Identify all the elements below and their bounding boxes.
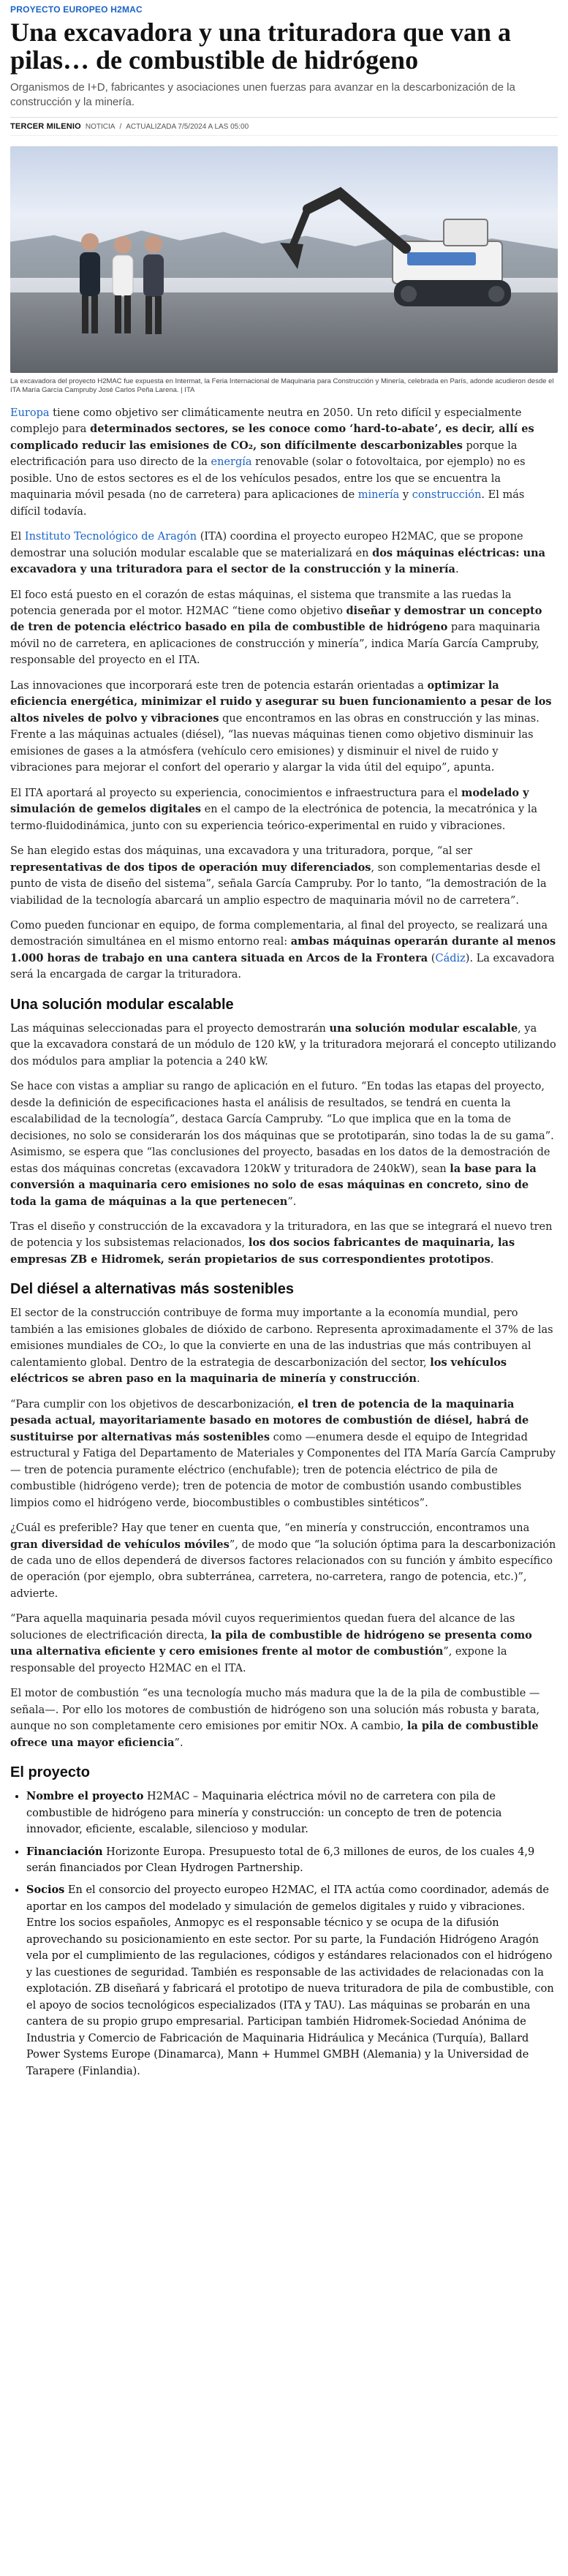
paragraph-9: Se hace con vistas a ampliar su rango de aplicación en el futuro. “En todas las etapas del proyecto, desde la definición de especificaciones hasta el análisis de resultados, se tendrá en cuenta la escalabilidad de la tecnología”, destaca García Campruby. “Lo que implica que en la toma de decisiones, no solo se considerarán los dos máquinas que se prototiparán, sino todas la de su gama”. Asimismo, se espera que “las conclusiones del proyecto, basadas en los datos de la demostración de estas dos máquinas concretas (excavadora 120kW y trituradora de 240kW), sean la base para la conversión a maquinaria cero emisiones no solo de esas máquinas en concreto, sino de toda la gama de máquinas a la que pertenecen”. [10, 1081, 554, 1208]
meta-separator: / [119, 122, 122, 131]
paragraph-1: Europa tiene como objetivo ser climáticamente neutra en 2050. Un reto difícil y especialmente complejo para determinados sectores, se les conoce como ‘hard-to-abate’, es decir, allí es complicado reducir las emisiones de CO₂, son difícilmente descarbonizables porque la electrificación para uso directo de la energía renovable (solar o fotovoltaica, por ejemplo) no es posible. Uno de estos sectores es el de los vehículos pesados, entre los que se encuentra la maquinaria móvil pesada (no de carretera) para aplicaciones de minería y construcción. El más difícil todavía. [10, 407, 534, 518]
link-europa[interactable]: Europa [10, 407, 50, 419]
list-item [26, 1882, 558, 2080]
link-ita[interactable]: Instituto Tecnológico de Aragón [24, 531, 197, 543]
paragraph-6: Se han elegido estas dos máquinas, una excavadora y una trituradora, porque, “al ser representativas de dos tipos de operación muy diferenciados, son complementarias desde el punto de vista de diseño del sistema”, señala García Campruby. Por lo tanto, “la demostración de la viabilidad de la tecnología abarcará un amplio espectro de maquinaria móvil no de carretera”. [10, 845, 547, 907]
project-facts-list [10, 1789, 558, 2080]
excavator-illustration [268, 167, 531, 328]
brand-logo[interactable]: TERCER MILENIO [10, 122, 81, 132]
paragraph-13: ¿Cuál es preferible? Hay que tener en cuenta que, “en minería y construcción, encontramos una gran diversidad de vehículos móviles”, de modo que “la solución óptima para la descarbonización de cada uno de ellos dependerá de diversos factores relacionados con su función y ámbito específico de operación (por ejemplo, obra subterránea, carretera, no-carretera, rango de potencia, etc.)”, advierte. [10, 1522, 556, 1600]
hero-photo [10, 146, 558, 373]
hero-caption: La excavadora del proyecto H2MAC fue expuesta en Intermat, la Feria Internacional de Maquinaria para Construcción y Minería, celebrada en París, adonde acudieron desde el ITA María García Campruby José Carlos Peña Larena. | ITA [10, 377, 554, 394]
article-meta [10, 117, 558, 136]
article-subtitle: Organismos de I+D, fabricantes y asociaciones unen fuerzas para avanzar en la descarbonización de la construcción y la minería. [10, 80, 515, 108]
paragraph-14: “Para aquella maquinaria pesada móvil cuyos requerimientos quedan fuera del alcance de las soluciones de electrificación directa, la pila de combustible de hidrógeno se presenta como una alternativa eficiente y cero emisiones frente al motor de combustión”, expone la responsable del proyecto H2MAC en el ITA. [10, 1613, 532, 1674]
paragraph-10: Tras el diseño y construcción de la excavadora y la trituradora, en las que se integrará el nuevo tren de potencia y los subsistemas relacionados, los dos socios fabricantes de maquinaria, las empresas ZB e Hidromek, serán propietarios de sus correspondientes prototipos. [10, 1221, 553, 1266]
paragraph-11: El sector de la construcción contribuye de forma muy importante a la economía mundial, pero también a las emisiones globales de dióxido de carbono. Representa aproximadamente el 37% de las emisiones mundiales de CO₂, lo que la convierte en una de las industrias que más contribuyen al calentamiento global. Dentro de la estrategia de descarbonización del sector, los vehículos eléctricos se abren paso en la maquinaria de minería y construcción. [10, 1307, 553, 1386]
paragraph-12: “Para cumplir con los objetivos de descarbonización, el tren de potencia de la maquinaria pesada actual, mayoritariamente basado en motores de combustión de diésel, habrá de sustituirse por alternativas más sostenibles como —enumera desde el equipo de Integridad estructural y Fatiga del Departamento de Materiales y Componentes del ITA María García Campruby— tren de potencia puramente eléctrico (enchufable); tren de potencia eléctrico de pila de combustible (hidrógeno verde); tren de potencia de motor de combustión usando combustibles limpios como el hidrógeno verde, biocombustibles o combustibles sintéticos”. [10, 1397, 556, 1509]
heading-project: El proyecto [10, 1764, 90, 1781]
heading-modular: Una solución modular escalable [10, 996, 234, 1013]
article-kicker[interactable]: PROYECTO EUROPEO H2MAC [10, 4, 143, 15]
list-item-text: En el consorcio del proyecto europeo H2MAC, el ITA actúa como coordinador, además de aportar en los campos del modelado y simulación de gemelos digitales y ruido y vibraciones. Entre los socios españoles, Anmopyc es el responsable técnico y se ocupa de la difusión aprovechando su posicionamiento en este sector. Por su parte, la Fundación Hidrógeno Aragón vela por el cumplimiento de las regulaciones, códigos y estándares relacionados con el hidrógeno y las cuestiones de seguridad. También es responsable de las actividades de relacionadas con la explotación. ZB diseñará y fabricará el prototipo de nueva trituradora de pila de combustible, con el apoyo de socios tecnológicos especializados (ITA y TAU). Las máquinas se probarán en una cantera de su propio grupo empresarial. Participan también Hidromek-Sociedad Anónima de Industria y Comercio de Fabricación de Maquinaria Hidráulica y Mecánica (Turquía), Ballard Power Systems Europe (Dinamarca), Mann + Hummel GMBH (Alemania) y la Universidad de Tarapere (Finlandia). [26, 1884, 554, 2077]
link-mineria[interactable]: minería [357, 489, 400, 502]
people-illustration [57, 223, 181, 344]
list-item [26, 1844, 558, 1877]
list-item [26, 1789, 558, 1837]
list-item-label: Financiación [26, 1845, 103, 1858]
list-item-text: H2MAC – Maquinaria eléctrica móvil no de carretera con pila de combustible de hidrógeno para minería y construcción: un concepto de tren de potencia innovador, eficiente, escalable, silencioso y modular. [26, 1791, 502, 1836]
list-item-text: Horizonte Europa. Presupuesto total de 6,3 millones de euros, de los cuales 4,9 serán financiados por Clean Hydrogen Partnership. [26, 1846, 535, 1874]
link-construccion[interactable]: construcción [412, 489, 482, 502]
list-item-label: Nombre el proyecto [26, 1790, 144, 1803]
paragraph-4: Las innovaciones que incorporará este tren de potencia estarán orientadas a optimizar la eficiencia energética, minimizar el ruido y asegurar su buen funcionamiento a pesar de los altos niveles de polvo y vibraciones que encontramos en las obras en construcción y las minas. Frente a las máquinas actuales (diésel), “las nuevas máquinas tienen como objetivo disminuir las emisiones de gases a la atmósfera (vehículo cero emisiones) y disminuir el nivel de ruido y vibraciones para mejorar el confort del operario y alargar la vida útil del equipo”, apunta. [10, 679, 552, 774]
link-cadiz[interactable]: Cádiz [435, 952, 466, 964]
paragraph-3: El foco está puesto en el corazón de estas máquinas, el sistema que transmite a las ruedas la potencia generada por el motor. H2MAC “tiene como objetivo diseñar y demostrar un concepto de tren de potencia eléctrico basado en pila de combustible de hidrógeno para maquinaria móvil no de carretera, en aplicaciones de construcción y minería”, indica María García Campruby, responsable del proyecto en el ITA. [10, 589, 542, 667]
meta-section: NOTICIA [85, 122, 116, 131]
link-energia[interactable]: energía [211, 456, 252, 469]
article-title: Una excavadora y una trituradora que van a pilas… de combustible de hidrógeno [10, 18, 512, 75]
paragraph-15: El motor de combustión “es una tecnología mucho más madura que la de la pila de combustible —señala—. Por ello los motores de combustión de hidrógeno son una solución más robusta y barata, aunque no son completamente cero emisiones por emitir NOx. A cambio, la pila de combustible ofrece una mayor eficiencia”. [10, 1688, 540, 1749]
meta-updated: ACTUALIZADA 7/5/2024 A LAS 05:00 [126, 122, 249, 131]
paragraph-5: El ITA aportará al proyecto su experiencia, conocimientos e infraestructura para el modelado y simulación de gemelos digitales en el campo de la electrónica de potencia, la mecatrónica y la termo-fluidodinámica, junto con su experiencia teórico-experimental en ruido y vibraciones. [10, 786, 538, 832]
paragraph-2: El Instituto Tecnológico de Aragón (ITA) coordina el proyecto europeo H2MAC, que se propone demostrar una solución modular escalable que se materializará en dos máquinas eléctricas: una excavadora y una trituradora para el sector de la construcción y la minería. [10, 531, 546, 576]
paragraph-8: Las máquinas seleccionadas para el proyecto demostrarán una solución modular escalable, ya que la excavadora constará de un módulo de 120 kW, y la trituradora mejorará el concepto utilizando dos módulos para ampliar la potencia a 240 kW. [10, 1021, 556, 1068]
article-body [10, 405, 558, 2080]
heading-diesel: Del diésel a alternativas más sostenibles [10, 1281, 294, 1298]
list-item-label: Socios [26, 1884, 65, 1897]
paragraph-7: Como pueden funcionar en equipo, de forma complementaria, al final del proyecto, se realizará una demostración simultánea en el mismo entorno real: ambas máquinas operarán durante al menos 1.000 horas de trabajo en una cantera situada en Arcos de la Frontera (Cádiz). La excavadora será la encargada de cargar la trituradora. [10, 919, 556, 981]
